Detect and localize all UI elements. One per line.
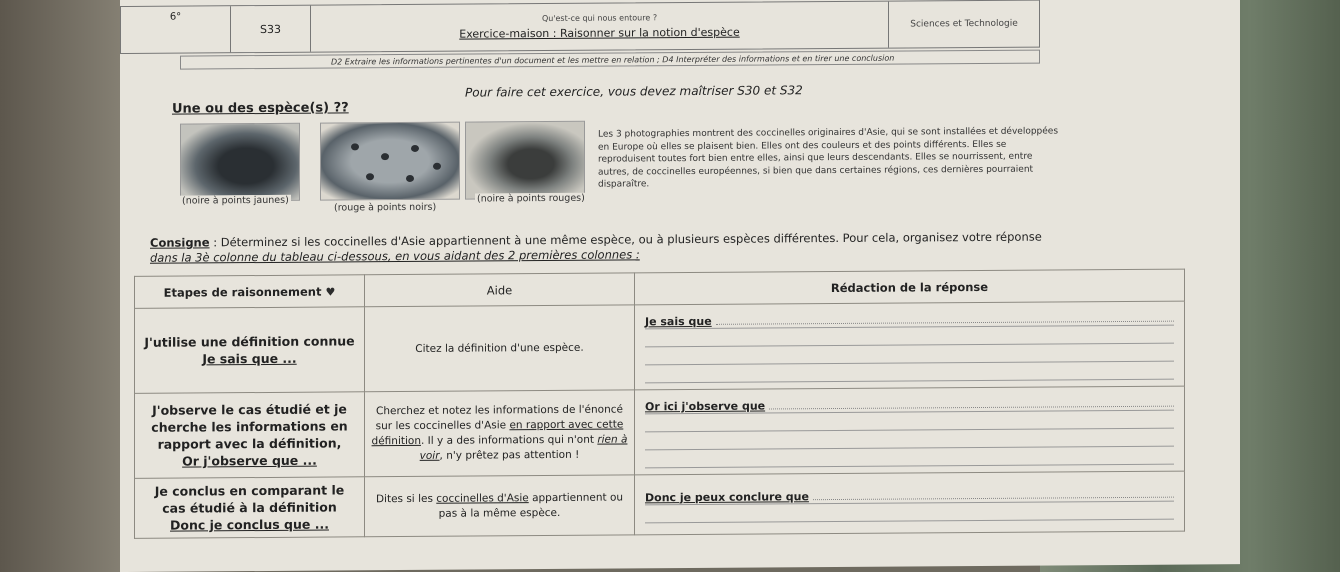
spot-mark xyxy=(433,163,441,170)
spot-mark xyxy=(366,173,374,180)
aide-text: Cherchez et notez les informations de l'énoncé sur les coccinelles d'Asie xyxy=(375,403,623,433)
header-redaction: Rédaction de la réponse xyxy=(635,269,1185,305)
aide-emphasis: en rapport avec cette définition xyxy=(371,418,624,448)
document-paragraph: Les 3 photographies montrent des coccinelles originaires d'Asie, qui se sont installées et développées en Europe où elles se plaisent bien. Elles ont des couleurs et des points différents. Elles se reproduisent toutes fort bien entre elles, ainsi que leurs descendants. Elles se nourrissent, entre autres, de coccinelles européennes, si bien que dans certaines régions, ces dernières pourraient disparaître. xyxy=(598,126,1059,190)
spot-mark xyxy=(351,143,359,150)
answer-line[interactable] xyxy=(645,501,1174,523)
spot-mark xyxy=(411,145,419,152)
step-cell xyxy=(135,392,365,479)
spot-mark xyxy=(406,175,414,182)
step-text: J'utilise une définition connue xyxy=(144,333,355,350)
aide-text: , n'y prêtez pas attention ! xyxy=(439,448,580,462)
table-row xyxy=(135,301,1185,393)
ladybird-photo-black-red xyxy=(465,121,585,200)
grade-level: 6° xyxy=(121,6,231,53)
aide-cell xyxy=(365,390,635,477)
dotted-fill xyxy=(813,496,1174,500)
instruction-text: : Déterminez si les coccinelles d'Asie appartiennent à une même espèce, ou à plusieurs espèces différentes. Pour cela, organisez votre réponse xyxy=(209,229,1042,250)
instruction xyxy=(150,229,1070,265)
step-text: Je conclus en comparant le cas étudié à la définition xyxy=(154,482,345,516)
prerequisite-note: Pour faire cet exercice, vous devez maîtriser S30 et S32 xyxy=(465,83,803,100)
answer-line[interactable] xyxy=(645,362,1174,384)
step-starter: Je sais que ... xyxy=(202,350,297,367)
aide-cell xyxy=(365,475,635,537)
exercise-title: Exercice-maison : Raisonner sur la notion d'espèce xyxy=(459,25,740,41)
worksheet xyxy=(120,0,1240,572)
table-row xyxy=(135,471,1185,538)
table-row xyxy=(135,386,1185,478)
exercise-code: S33 xyxy=(231,6,311,53)
step-starter: Or j'observe que ... xyxy=(182,452,317,469)
question-heading: Une ou des espèce(s) ?? xyxy=(172,100,349,117)
competences-line: D2 Extraire les informations pertinentes d'un document et les mettre en relation ; D4 Interpréter des informations et en tirer une conclusion xyxy=(180,50,1040,70)
subject-label: Sciences et Technologie xyxy=(910,18,1018,30)
reasoning-table xyxy=(134,269,1185,539)
aide-text: appartiennent ou pas à la même espèce. xyxy=(438,490,624,520)
step-text: J'observe le cas étudié et je cherche les informations en rapport avec la définition, xyxy=(151,401,348,452)
chapter-question: Qu'est-ce qui nous entoure ? xyxy=(541,13,658,24)
aide-cell xyxy=(365,305,635,392)
dotted-fill xyxy=(769,406,1174,410)
aide-emphasis: rien à voir xyxy=(419,433,628,462)
instruction-label: Consigne xyxy=(150,235,210,250)
answer-cell[interactable] xyxy=(635,471,1185,535)
spot-mark xyxy=(381,153,389,160)
step-starter: Donc je conclus que ... xyxy=(170,516,329,533)
answer-cell[interactable] xyxy=(635,301,1185,390)
answer-line[interactable] xyxy=(645,447,1174,469)
header-steps xyxy=(135,275,365,309)
photo-caption-2: (rouge à points noirs) xyxy=(334,201,437,214)
heart-icon: ♥ xyxy=(325,284,336,299)
header-steps-label: Etapes de raisonnement xyxy=(163,284,322,300)
aide-text: Citez la définition d'une espèce. xyxy=(415,341,584,355)
aide-text: Dites si les xyxy=(375,492,437,505)
photo-caption-1: (noire à points jaunes) xyxy=(182,194,289,207)
instruction-tail: dans la 3è colonne du tableau ci-dessous, en vous aidant des 2 premières colonnes : xyxy=(150,247,640,265)
ladybird-photo-red-black xyxy=(320,122,460,201)
aide-text: . Il y a des informations qui n'ont xyxy=(420,433,598,447)
header-aide: Aide xyxy=(365,273,635,307)
dotted-fill xyxy=(716,321,1174,325)
step-cell xyxy=(135,307,365,394)
header-table xyxy=(120,0,1040,54)
header-title-cell xyxy=(311,2,889,52)
answer-cell[interactable] xyxy=(635,386,1185,475)
step-cell xyxy=(135,477,365,539)
answer-starter: Je sais que xyxy=(645,314,712,329)
desk-background-left xyxy=(0,0,140,572)
answer-starter: Donc je peux conclure que xyxy=(645,489,809,504)
ladybird-photo-black-yellow xyxy=(180,123,300,202)
answer-starter: Or ici j'observe que xyxy=(645,399,766,414)
aide-emphasis: coccinelles d'Asie xyxy=(436,491,529,505)
photo-caption-3: (noire à points rouges) xyxy=(477,192,585,205)
